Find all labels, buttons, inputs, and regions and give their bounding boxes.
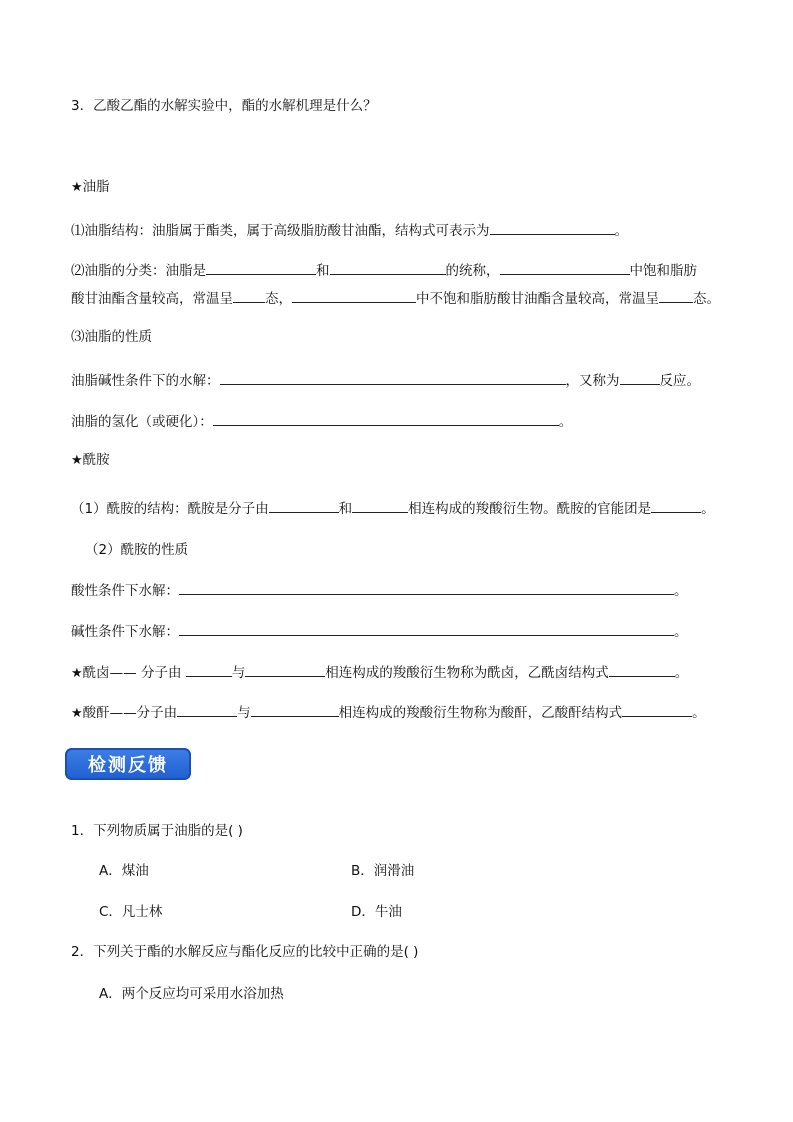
amide-heading: ★酰胺 bbox=[71, 452, 110, 468]
question-1-option-d[interactable]: D．牛油 bbox=[351, 904, 402, 920]
fat-alkaline-hydrolysis: 油脂碱性条件下的水解： ，又称为 反应。 bbox=[71, 369, 700, 390]
star-icon: ★ bbox=[71, 180, 83, 195]
star-icon: ★ bbox=[71, 453, 83, 468]
answer-blank[interactable] bbox=[179, 579, 674, 595]
answer-blank[interactable] bbox=[213, 410, 559, 426]
answer-blank[interactable] bbox=[206, 259, 316, 275]
answer-blank[interactable] bbox=[620, 369, 660, 385]
acid-anhydride: ★酸酐——分子由 与 相连构成的羧酸衍生物称为酸酐，乙酸酐结构式 。 bbox=[71, 701, 706, 723]
fat-properties: ⑶油脂的性质 bbox=[71, 329, 152, 345]
fat-heading: ★油脂 bbox=[71, 179, 110, 195]
question-1-stem: 1．下列物质属于油脂的是( ) bbox=[71, 823, 243, 839]
answer-blank[interactable] bbox=[245, 661, 325, 677]
fat-hydrogenation: 油脂的氢化（或硬化）： 。 bbox=[71, 410, 572, 431]
fat-classification: ⑵油脂的分类：油脂是 和 的统称， 中饱和脂肪 bbox=[71, 259, 697, 280]
answer-blank[interactable] bbox=[251, 701, 339, 717]
question-1-option-c[interactable]: C．凡士林 bbox=[99, 904, 163, 920]
answer-blank[interactable] bbox=[651, 497, 701, 513]
fat-classification-2: 酸甘油酯含量较高，常温呈 态， 中不饱和脂肪酸甘油酯含量较高，常温呈 态。 bbox=[71, 287, 720, 308]
answer-blank[interactable] bbox=[500, 259, 630, 275]
answer-blank[interactable] bbox=[659, 287, 693, 303]
amide-acid-hydrolysis: 酸性条件下水解： 。 bbox=[71, 579, 688, 600]
section-title-badge: 检测反馈 bbox=[65, 748, 191, 780]
question-1-option-b[interactable]: B．润滑油 bbox=[351, 863, 415, 879]
answer-blank[interactable] bbox=[269, 497, 339, 513]
star-icon: ★ bbox=[71, 666, 83, 681]
fat-structure: ⑴油脂结构：油脂属于酯类，属于高级脂肪酸甘油酯，结构式可表示为 。 bbox=[71, 219, 628, 240]
answer-blank[interactable] bbox=[622, 701, 692, 717]
answer-blank[interactable] bbox=[233, 287, 265, 303]
amide-base-hydrolysis: 碱性条件下水解： 。 bbox=[71, 620, 688, 641]
answer-blank[interactable] bbox=[609, 661, 675, 677]
answer-blank[interactable] bbox=[220, 369, 566, 385]
question-2-stem: 2．下列关于酯的水解反应与酯化反应的比较中正确的是( ) bbox=[71, 944, 419, 960]
answer-blank[interactable] bbox=[292, 287, 416, 303]
acyl-halide: ★酰卤—— 分子由 与 相连构成的羧酸衍生物称为酰卤，乙酰卤结构式 。 bbox=[71, 661, 688, 683]
star-icon: ★ bbox=[71, 706, 83, 721]
answer-blank[interactable] bbox=[330, 259, 446, 275]
answer-blank[interactable] bbox=[179, 620, 674, 636]
answer-blank[interactable] bbox=[490, 219, 615, 235]
question-3: 3．乙酸乙酯的水解实验中，酯的水解机理是什么？ bbox=[71, 98, 377, 114]
answer-blank[interactable] bbox=[177, 701, 237, 717]
answer-blank[interactable] bbox=[186, 661, 232, 677]
answer-blank[interactable] bbox=[352, 497, 408, 513]
question-2-option-a[interactable]: A．两个反应均可采用水浴加热 bbox=[99, 986, 284, 1002]
amide-structure: （1）酰胺的结构：酰胺是分子由 和 相连构成的羧酸衍生物。酰胺的官能团是 。 bbox=[71, 497, 715, 518]
amide-properties: （2）酰胺的性质 bbox=[85, 542, 189, 558]
question-1-option-a[interactable]: A．煤油 bbox=[99, 863, 149, 879]
